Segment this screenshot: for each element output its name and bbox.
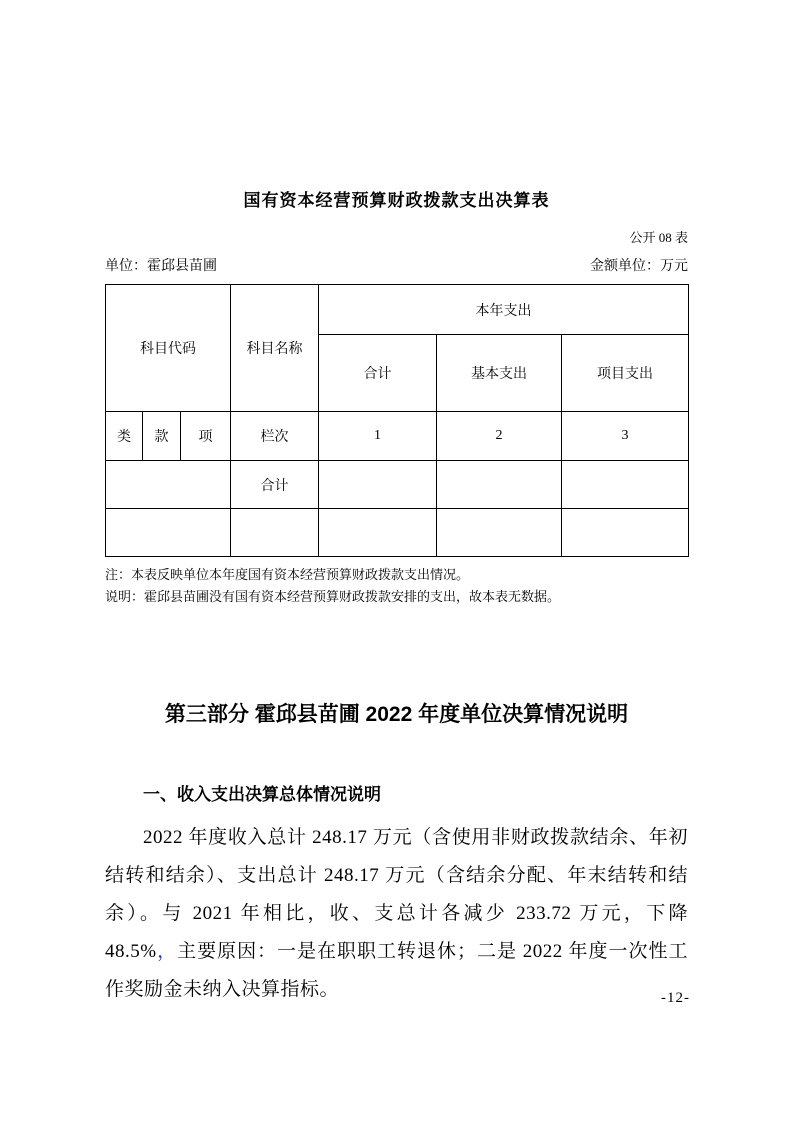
page-number: -12- bbox=[661, 990, 690, 1006]
cell-total-value bbox=[319, 461, 437, 509]
header-total: 合计 bbox=[319, 335, 437, 412]
table-row-total bbox=[106, 461, 689, 509]
paragraph-blue-comma: ， bbox=[156, 941, 178, 962]
unit-label: 单位：霍邱县苗圃 bbox=[105, 259, 217, 274]
label-section: 款 bbox=[143, 412, 181, 461]
page-content bbox=[105, 0, 688, 1009]
column-index-2: 2 bbox=[437, 412, 562, 461]
note-line-1: 注：本表反映单位本年度国有资本经营预算财政拨款支出情况。 bbox=[105, 567, 470, 582]
paragraph-text-2: 主要原因：一是在职职工转退休；二是 2022 年度一次性工作奖励金未纳入决算指标。 bbox=[105, 941, 688, 1000]
section-heading: 第三部分 霍邱县苗圃 2022 年度单位决算情况说明 bbox=[164, 703, 629, 726]
section-subheading: 一、收入支出决算总体情况说明 bbox=[143, 785, 381, 804]
label-column-index: 栏次 bbox=[231, 412, 319, 461]
cell-project-value bbox=[562, 461, 689, 509]
cell-basic-empty bbox=[437, 509, 562, 557]
document-title: 国有资本经营预算财政拨款支出决算表 bbox=[243, 191, 550, 210]
column-index-1: 1 bbox=[319, 412, 437, 461]
expenditure-table bbox=[105, 284, 689, 557]
amount-unit-label: 金额单位：万元 bbox=[590, 259, 688, 274]
cell-total-row-label: 合计 bbox=[231, 461, 319, 509]
header-basic-expenditure: 基本支出 bbox=[437, 335, 562, 412]
public-table-code: 公开 08 表 bbox=[629, 230, 688, 245]
cell-project-empty bbox=[562, 509, 689, 557]
cell-basic-value bbox=[437, 461, 562, 509]
unit-info-row bbox=[105, 255, 688, 275]
cell-code-total bbox=[106, 461, 231, 509]
column-index-3: 3 bbox=[562, 412, 689, 461]
table-row-empty bbox=[106, 509, 689, 557]
table-notes bbox=[105, 564, 688, 608]
label-class: 类 bbox=[106, 412, 143, 461]
cell-code-empty bbox=[106, 509, 231, 557]
cell-name-empty bbox=[231, 509, 319, 557]
paragraph-text-1: 2022 年度收入总计 248.17 万元（含使用非财政拨款结余、年初结转和结余）、支出总计 248.17 万元（含结余分配、年末结转和结余）。与 2021 年相比，收、支总计各减少 233.72 万元，下降 48.5% bbox=[105, 827, 688, 962]
label-item: 项 bbox=[181, 412, 231, 461]
cell-total-empty bbox=[319, 509, 437, 557]
header-current-year-expenditure: 本年支出 bbox=[319, 285, 689, 335]
header-subject-name: 科目名称 bbox=[231, 285, 319, 412]
header-project-expenditure: 项目支出 bbox=[562, 335, 689, 412]
header-subject-code: 科目代码 bbox=[106, 285, 231, 412]
note-line-2: 说明：霍邱县苗圃没有国有资本经营预算财政拨款安排的支出，故本表无数据。 bbox=[105, 589, 561, 604]
summary-paragraph bbox=[105, 819, 688, 1009]
